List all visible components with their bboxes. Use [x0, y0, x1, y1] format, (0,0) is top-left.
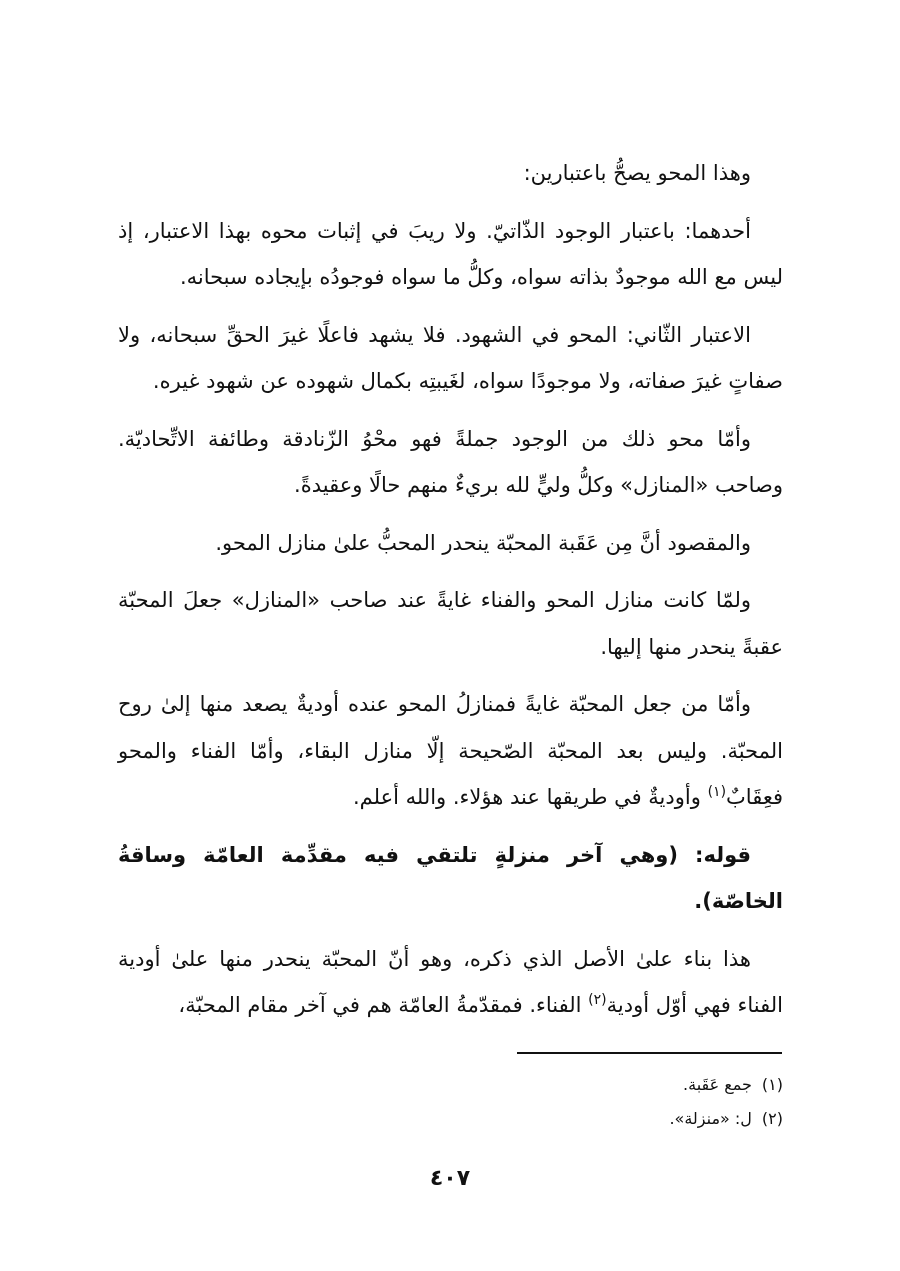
paragraph-6: ولمّا كانت منازل المحو والفناء غايةً عند صاحب «المنازل» جعلَ المحبّة عقبةً ينحدر منها إليها. — [118, 588, 783, 659]
paragraph-2: أحدهما: باعتبار الوجود الذّاتيّ. ولا ريبَ في إثبات محوه بهذا الاعتبار، إذ ليس مع الله موجودٌ بذاته سواه، وكلُّ ما سواه فوجودُه بإيجاده سبحانه. — [118, 218, 783, 289]
footnote-text: جمع عَقَبة. — [683, 1075, 752, 1094]
paragraph-5: والمقصود أنَّ مِن عَقَبة المحبّة ينحدر المحبُّ علىٰ منازل المحو. — [215, 530, 751, 555]
footnotes — [118, 1068, 783, 1136]
paragraph-9-text-a: هذا بناء علىٰ الأصل الذي ذكره، وهو أنّ المحبّة ينحدر منها علىٰ أودية الفناء فهي أوّل أودية — [118, 946, 783, 1017]
footnote-number: (١) — [761, 1075, 783, 1094]
footnote-text: ل: «منزلة». — [669, 1109, 752, 1128]
page-number: ٤٠٧ — [429, 1166, 471, 1191]
paragraph-7 — [118, 681, 783, 821]
footnote-2 — [118, 1102, 783, 1136]
main-text — [118, 150, 783, 1040]
paragraph-4: وأمّا محو ذلك من الوجود جملةً فهو محْوُ الزّنادقة وطائفة الاتِّحاديّة. وصاحب «المنازل» وكلُّ وليٍّ لله بريءٌ منهم حالًا وعقيدةً. — [118, 426, 783, 497]
footnote-number: (٢) — [761, 1109, 783, 1128]
footnote-ref-2: (٢) — [588, 992, 607, 1008]
paragraph-9-text-b: الفناء. فمقدّمةُ العامّة هم في آخر مقام المحبّة، — [178, 993, 589, 1017]
footnote-1 — [118, 1068, 783, 1102]
footnote-divider — [517, 1052, 782, 1054]
paragraph-9 — [118, 936, 783, 1029]
paragraph-7-text-a: وأمّا من جعل المحبّة غايةً فمنازلُ المحو عنده أوديةٌ يصعد منها إلىٰ روح المحبّة. وليس بعد المحبّة الصّحيحة إلّا منازل البقاء، وأمّا الفناء والمحو فعِقَابٌ — [118, 692, 783, 809]
quoted-statement: قوله: (وهي آخر منزلةٍ تلتقي فيه مقدِّمة العامّة وساقةُ الخاصّة). — [118, 842, 783, 913]
paragraph-3: الاعتبار الثّاني: المحو في الشهود. فلا يشهد فاعلًا غيرَ الحقِّ سبحانه، ولا صفاتٍ غيرَ صفاته، ولا موجودًا سواه، لغَيبتِه بكمال شهوده عن شهود غيره. — [118, 322, 783, 393]
paragraph-1: وهذا المحو يصحُّ باعتبارين: — [523, 161, 751, 185]
footnote-ref-1: (١) — [707, 784, 727, 800]
paragraph-7-text-b: وأوديةٌ في طريقها عند هؤلاء. والله أعلم. — [352, 785, 708, 809]
